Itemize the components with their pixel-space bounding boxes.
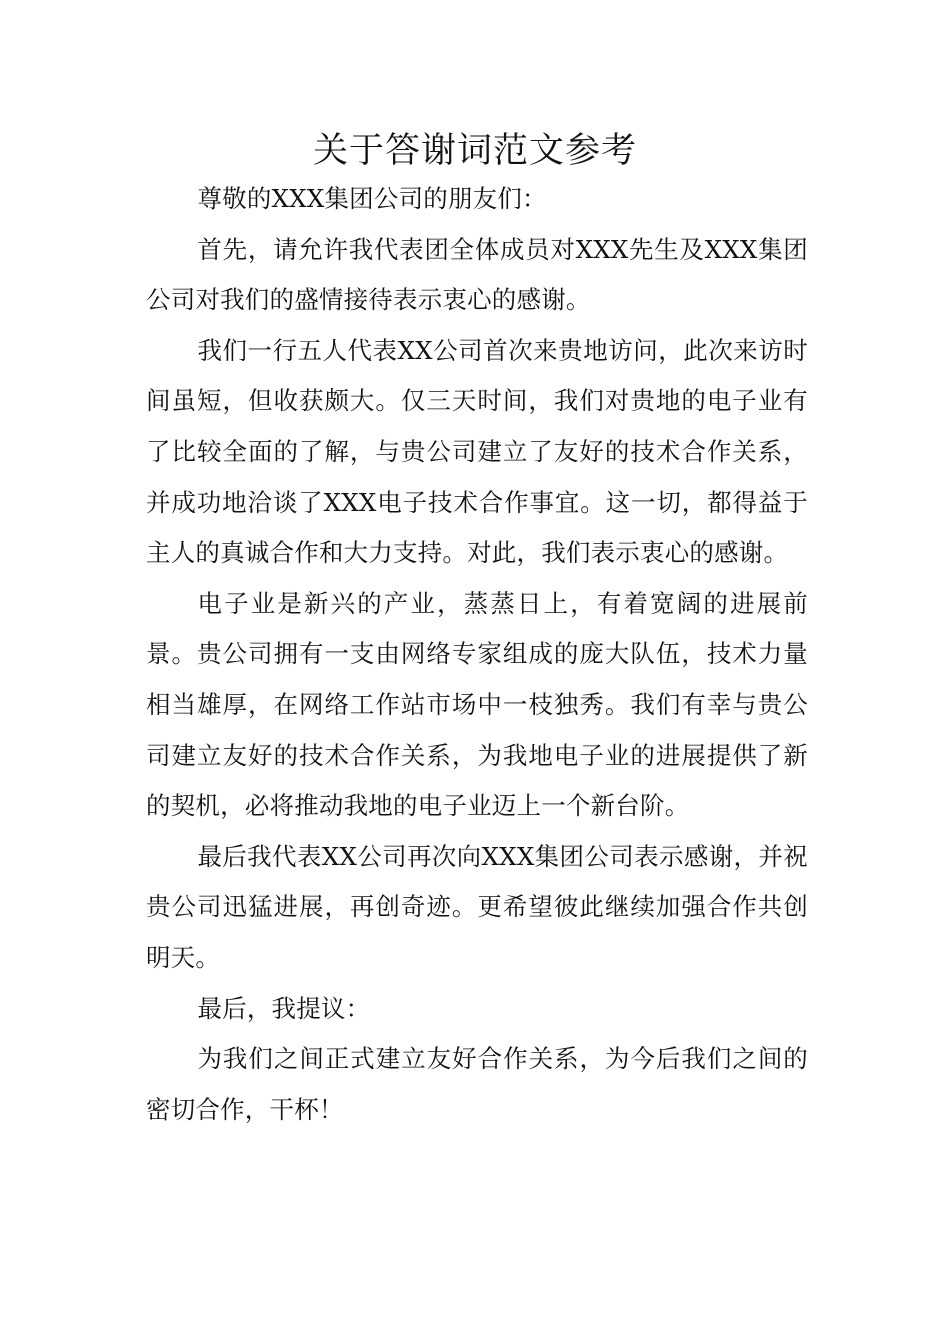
- proposal-intro-paragraph: 最后，我提议：: [197, 993, 371, 1023]
- document-body: [146, 174, 808, 1135]
- visit-summary-paragraph: 我们一行五人代表XX公司首次来贵地访问，此次来访时间虽短，但收获颇大。仅三天时间，我们对贵地的电子业有了比较全面的了解，与贵公司建立了友好的技术合作关系，并成功地洽谈了XXX电子技术合作事宜。这一切，都得益于主人的真诚合作和大力支持。对此，我们表示衷心的感谢。: [146, 335, 808, 568]
- industry-paragraph: 电子业是新兴的产业，蒸蒸日上，有着宽阔的进展前景。贵公司拥有一支由网络专家组成的庞大队伍，技术力量相当雄厚，在网络工作站市场中一枝独秀。我们有幸与贵公司建立友好的技术合作关系，为我地电子业的进展提供了新的契机，必将推动我地的电子业迈上一个新台阶。: [146, 588, 808, 821]
- document-title: 关于答谢词范文参考: [312, 131, 637, 171]
- salutation-paragraph: 尊敬的XXX集团公司的朋友们：: [197, 184, 547, 213]
- toast-paragraph: 为我们之间正式建立友好合作关系，为今后我们之间的密切合作，干杯！: [146, 1044, 808, 1124]
- thanks-paragraph: 首先，请允许我代表团全体成员对XXX先生及XXX集团公司对我们的盛情接待表示衷心的感谢。: [146, 234, 808, 315]
- closing-thanks-paragraph: 最后我代表XX公司再次向XXX集团公司表示感谢，并祝贵公司迅猛进展，再创奇迹。更希望彼此继续加强合作共创明天。: [146, 841, 808, 972]
